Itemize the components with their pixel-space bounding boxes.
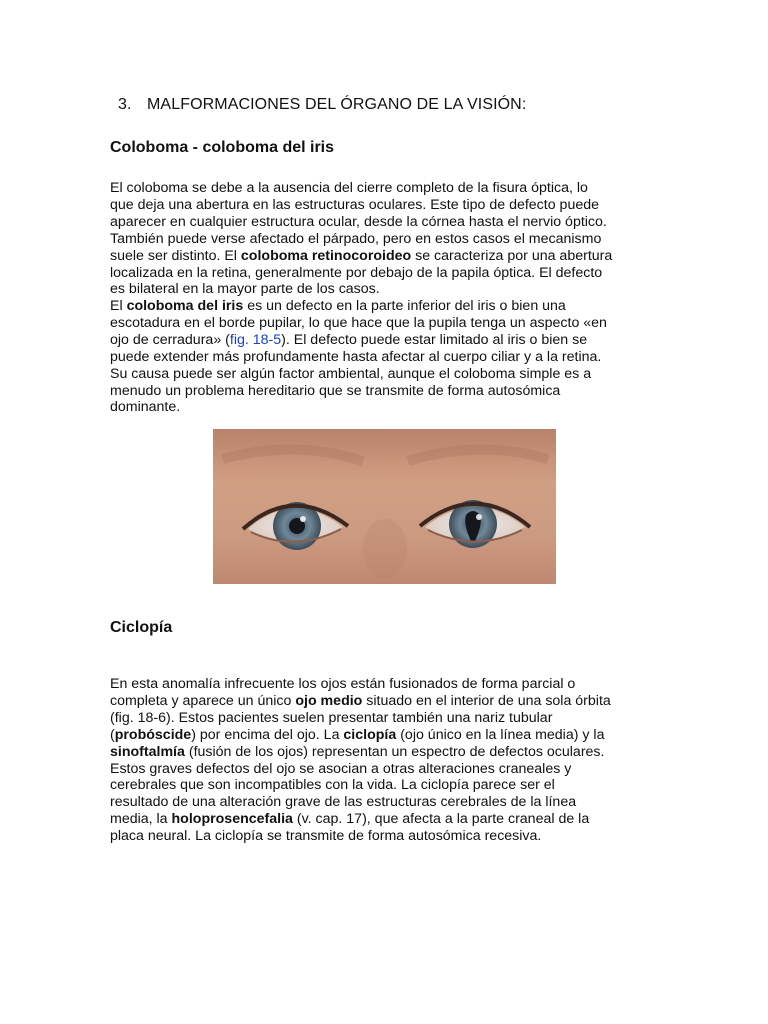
left-highlight — [300, 516, 306, 522]
coloboma-paragraph-1 — [110, 180, 650, 298]
ciclopia-paragraph — [110, 676, 650, 845]
text-run: completa y aparece un único — [110, 692, 296, 709]
coloboma-paragraph-2 — [110, 298, 650, 416]
text-run: El — [110, 298, 127, 314]
text-line: resultado de una alteración grave de las estructuras cerebrales de la línea — [110, 794, 577, 811]
text-line — [110, 298, 650, 315]
text-line: dominante. — [110, 399, 181, 416]
coloboma-heading: Coloboma - coloboma del iris — [110, 139, 335, 156]
section-number: 3. — [118, 96, 132, 113]
text-line — [110, 332, 650, 349]
eyes-illustration — [213, 429, 556, 584]
text-run: ojo de cerradura» ( — [110, 331, 230, 348]
text-line: En esta anomalía infrecuente los ojos están fusionados de forma parcial o — [110, 676, 576, 692]
text-line: aparecer en cualquier estructura ocular, desde la córnea hasta el nervio óptico. — [110, 213, 607, 230]
coloboma-eyes-photo — [213, 429, 556, 584]
text-line — [110, 727, 650, 744]
text-run: (fusión de los ojos) representan un espectro de defectos oculares. — [184, 743, 605, 760]
text-run: es un defecto en la parte inferior del iris o bien una — [243, 298, 566, 314]
term-coloboma-retinocoroideo: coloboma retinocoroideo — [240, 247, 412, 264]
text-run: (ojo único en la línea media) y la — [396, 726, 605, 743]
text-line: También puede verse afectado el párpado, pero en estos casos el mecanismo — [110, 230, 602, 247]
term-ciclopia: ciclopía — [343, 726, 397, 743]
section-heading — [118, 96, 526, 114]
ciclopia-heading: Ciclopía — [110, 619, 173, 636]
term-sinoftalmia: sinoftalmía — [110, 743, 185, 760]
text-run: (v. cap. 17), que afecta a la parte craneal de la — [292, 811, 590, 828]
text-run: media, la — [110, 811, 172, 828]
text-line: menudo un problema hereditario que se transmite de forma autosómica — [110, 382, 561, 399]
text-line: escotadura en el borde pupilar, lo que hace que la pupila tenga un aspecto «en — [110, 314, 607, 331]
nose-bridge — [363, 519, 407, 579]
text-line: Estos graves defectos del ojo se asocian a otras alteraciones craneales y — [110, 760, 572, 777]
text-line: Su causa puede ser algún factor ambiental, aunque el coloboma simple es a — [110, 365, 592, 382]
text-run: situado en el interior de una sola órbita — [362, 692, 611, 709]
text-line: localizada en la retina, generalmente por debajo de la papila óptica. El defecto — [110, 264, 603, 281]
section-title: MALFORMACIONES DEL ÓRGANO DE LA VISIÓN: — [147, 96, 527, 113]
text-line — [110, 744, 650, 761]
text-run: se caracteriza por una abertura — [411, 247, 613, 264]
text-line: placa neural. La ciclopía se transmite de forma autosómica recesiva. — [110, 828, 542, 845]
text-run: ( — [110, 726, 115, 743]
text-line: es bilateral en la mayor parte de los casos. — [110, 281, 380, 298]
text-line: puede extender más profundamente hasta afectar al cuerpo ciliar y a la retina. — [110, 348, 602, 365]
text-line: que deja una abertura en las estructuras oculares. Este tipo de defecto puede — [110, 196, 600, 213]
term-holoprosencefalia: holoprosencefalia — [171, 811, 293, 828]
term-proboscide: probóscide — [114, 726, 192, 743]
text-line — [110, 811, 650, 828]
figure-link[interactable]: fig. 18-5 — [229, 331, 282, 348]
text-line — [110, 248, 650, 265]
text-line: (fig. 18-6). Estos pacientes suelen presentar también una nariz tubular — [110, 709, 553, 726]
term-coloboma-del-iris: coloboma del iris — [126, 298, 244, 314]
right-highlight — [476, 514, 482, 520]
text-run: ) por encima del ojo. La — [191, 726, 344, 743]
text-line: cerebrales que son incompatibles con la vida. La ciclopía parece ser el — [110, 777, 555, 794]
term-ojo-medio: ojo medio — [295, 692, 363, 709]
text-line — [110, 693, 650, 710]
text-run: suele ser distinto. El — [110, 247, 241, 264]
text-run: ). El defecto puede estar limitado al iris o bien se — [281, 331, 588, 348]
text-line: El coloboma se debe a la ausencia del cierre completo de la fisura óptica, lo — [110, 180, 588, 196]
